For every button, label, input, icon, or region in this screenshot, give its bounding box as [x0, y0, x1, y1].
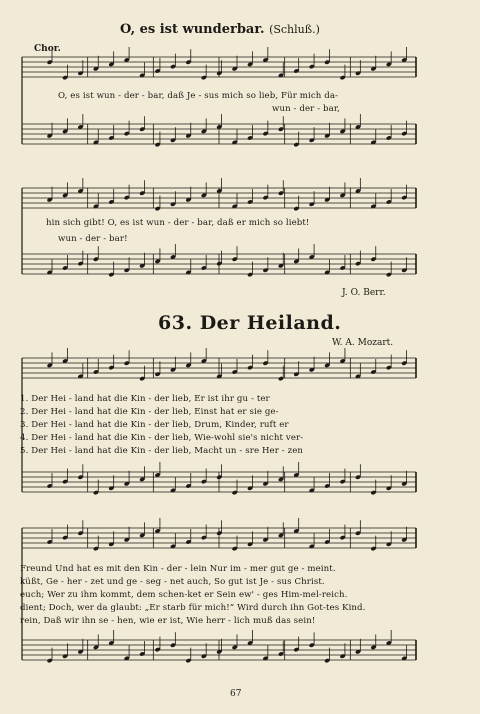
hymn2-number: 63.: [158, 312, 193, 334]
hymn1-composer: J. O. Berr.: [342, 288, 386, 298]
verse-line1-2: 2. Der Hei - land hat die Kin - der lieb, Einst hat er sie ge-: [20, 407, 279, 417]
verse-line2-4: dient; Doch, wer da glaubt: „Er starb für mich!“ Wird durch ihn Got-tes Kind.: [20, 603, 366, 613]
page-number: 67: [230, 689, 242, 699]
section-label-chor: Chor.: [34, 44, 61, 54]
hymn1-title-note: (Schluß.): [269, 23, 320, 36]
verse-line2-5: rein, Daß wir ihn se - hen, wie er ist, Wie herr - lich muß das sein!: [20, 616, 316, 626]
verse-line2-1: Freund Und hat es mit den Kin - der - lein Nur im - mer gut ge - meint.: [20, 564, 336, 574]
hymn1-lyrics-row1a: O, es ist wun - der - bar, daß Je - sus mich so lieb, Für mich da-: [58, 91, 339, 101]
hymn1-title-text: O, es ist wunderbar.: [120, 22, 265, 37]
verse-line1-1: 1. Der Hei - land hat die Kin - der lieb, Er ist ihr gu - ter: [20, 394, 270, 404]
hymn1-lyrics-row2b: wun - der - bar!: [58, 234, 128, 244]
verse-line2-3: euch; Wer zu ihm kommt, dem schen-ket er Sein ew' - ges Him-mel-reich.: [20, 590, 348, 600]
verse-line1-3: 3. Der Hei - land hat die Kin - der lieb, Drum, Kinder, ruft er: [20, 420, 289, 430]
hymn2-title: [158, 312, 341, 334]
verse-line1-5: 5. Der Hei - land hat die Kin - der lieb, Macht un - sre Her - zen: [20, 446, 304, 456]
verse-line1-4: 4. Der Hei - land hat die Kin - der lieb, Wie-wohl sie's nicht ver-: [20, 433, 304, 443]
hymn2-composer: W. A. Mozart.: [332, 338, 394, 348]
verse-line2-2: küßt, Ge - her - zet und ge - seg - net auch, So gut ist Je - sus Christ.: [20, 577, 325, 587]
hymn1-lyrics-row2a: hin sich gibt! O, es ist wun - der - bar, daß er mich so liebt!: [46, 218, 310, 228]
hymn2-title-text: Der Heiland.: [199, 312, 342, 334]
hymn1-lyrics-row1b: wun - der - bar,: [272, 104, 340, 114]
